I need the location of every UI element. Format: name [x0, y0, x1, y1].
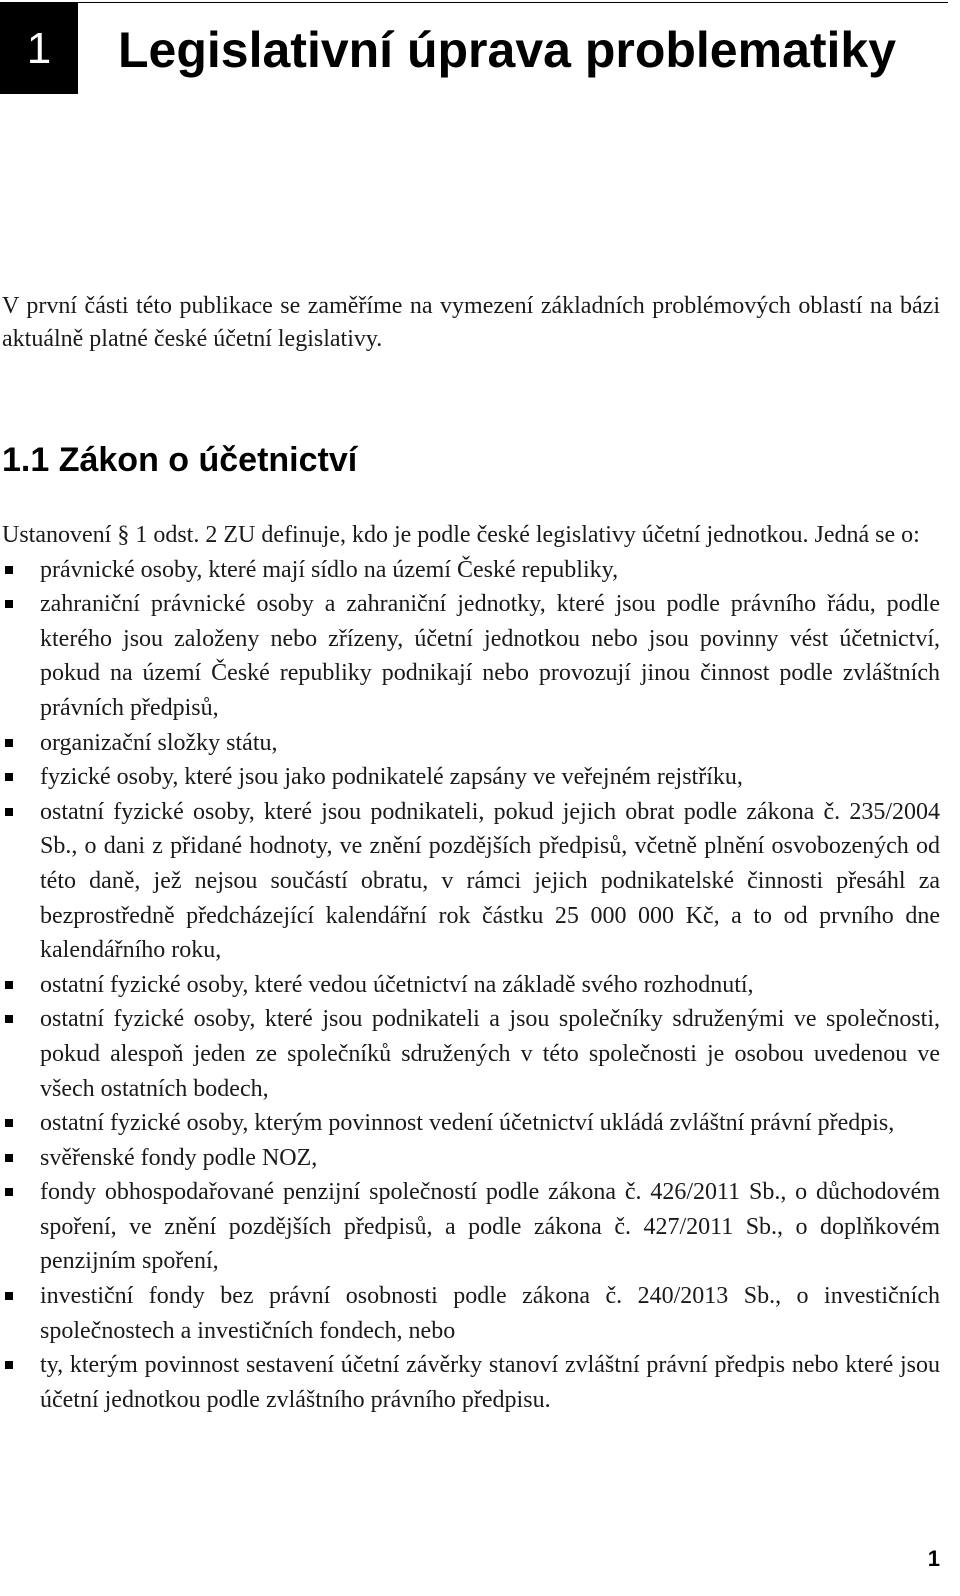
- bullet-square-icon: [5, 1188, 13, 1196]
- list-item: [2, 1141, 940, 1176]
- intro-paragraph: V první části této publikace se zaměříme na vymezení základních problémových oblastí na bázi aktuálně platné české účetní legislativy.: [2, 293, 940, 352]
- list-item: [2, 760, 940, 795]
- list-item-text: zahraniční právnické osoby a zahraniční jednotky, které jsou podle právního řádu, podle kterého jsou založeny nebo zřízeny, účetní jednotkou nebo jsou povinny vést účetnictví, pokud na území České republiky podnikají nebo provozují jinou činnost podle zvláštních právních předpisů,: [40, 591, 940, 721]
- bullet-list: [2, 553, 940, 1418]
- list-item-text: ostatní fyzické osoby, které vedou účetnictví na základě svého rozhodnutí,: [40, 971, 754, 998]
- bullet-square-icon: [5, 1361, 13, 1369]
- list-item-text: ostatní fyzické osoby, kterým povinnost vedení účetnictví ukládá zvláštní právní předpis,: [40, 1110, 895, 1137]
- bullet-square-icon: [5, 1292, 13, 1300]
- list-item: [2, 968, 940, 1003]
- bullet-square-icon: [5, 773, 13, 781]
- list-item: [2, 726, 940, 761]
- list-item-text: organizační složky státu,: [40, 729, 278, 756]
- list-item-text: právnické osoby, které mají sídlo na území České republiky,: [40, 556, 619, 583]
- list-item-text: fyzické osoby, které jsou jako podnikatelé zapsány ve veřejném rejstříku,: [40, 764, 743, 791]
- bullet-square-icon: [5, 600, 13, 608]
- chapter-title: Legislativní úprava problematiky: [118, 22, 897, 78]
- bullet-square-icon: [5, 1154, 13, 1162]
- list-item: [2, 1175, 940, 1279]
- section-body: [2, 518, 940, 1417]
- list-item-text: ostatní fyzické osoby, které jsou podnikateli a jsou společníky sdruženými ve společnosti, pokud alespoň jeden ze společníků sdružených v této společnosti je osobou uvedenou ve všech ostatních bodech,: [40, 1006, 940, 1102]
- list-item: [2, 795, 940, 968]
- bullet-square-icon: [5, 981, 13, 989]
- list-item: [2, 1106, 940, 1141]
- bullet-square-icon: [5, 739, 13, 747]
- bullet-square-icon: [5, 1015, 13, 1023]
- list-item-text: ty, kterým povinnost sestavení účetní závěrky stanoví zvláštní právní předpis nebo které jsou účetní jednotkou podle zvláštního právního předpisu.: [40, 1352, 940, 1413]
- header-rule: [0, 2, 948, 3]
- chapter-number: 1: [0, 3, 78, 94]
- list-item-text: investiční fondy bez právní osobnosti podle zákona č. 240/2013 Sb., o investičních společnostech a investičních fondech, nebo: [40, 1283, 940, 1344]
- bullet-square-icon: [5, 1119, 13, 1127]
- page-number: 1: [927, 1546, 940, 1571]
- section-title: 1.1 Zákon o účetnictví: [2, 441, 358, 479]
- list-item: [2, 1348, 940, 1417]
- list-item-text: ostatní fyzické osoby, které jsou podnikateli, pokud jejich obrat podle zákona č. 235/2004 Sb., o dani z přidané hodnoty, ve znění pozdějších předpisů, včetně plnění osvobozených od této daně, jež nejsou součástí obratu, v rámci jejich podnikatelské činnosti přesáhl za bezprostředně předcházející kalendářní rok částku 25 000 000 Kč, a to od prvního dne kalendářního roku,: [40, 798, 940, 964]
- list-item: [2, 1279, 940, 1348]
- list-item: [2, 1002, 940, 1106]
- list-item: [2, 553, 940, 588]
- list-item-text: fondy obhospodařované penzijní společností podle zákona č. 426/2011 Sb., o důchodovém spoření, ve znění pozdějších předpisů, a podle zákona č. 427/2011 Sb., o doplňkovém penzijním spoření,: [40, 1179, 940, 1275]
- bullet-square-icon: [5, 566, 13, 574]
- list-item: [2, 587, 940, 725]
- section-paragraph: Ustanovení § 1 odst. 2 ZU definuje, kdo je podle české legislativy účetní jednotkou. Jedná se o:: [2, 522, 920, 548]
- bullet-square-icon: [5, 808, 13, 816]
- list-item-text: svěřenské fondy podle NOZ,: [40, 1144, 318, 1171]
